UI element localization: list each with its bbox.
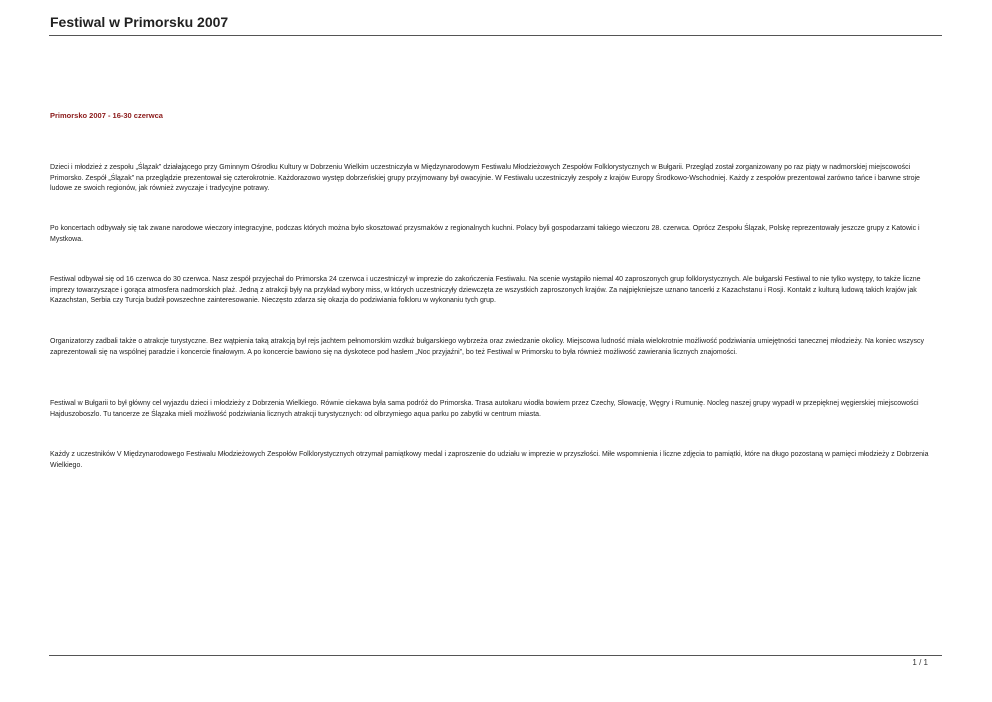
page-footer [49, 655, 942, 667]
article-paragraph: Każdy z uczestników V Międzynarodowego Festiwalu Młodzieżowych Zespołów Folklorystycznych otrzymał pamiątkowy medal i zaproszenie do udziału w imprezie w przyszłości. Miłe wspomnienia i liczne zdjęcia to pamiątki, które na długo pozostaną w pamięci młodzieży z Dobrzenia Wielkiego. [50, 451, 929, 469]
page-title: Festiwal w Primorsku 2007 [50, 14, 229, 30]
article-paragraph: Po koncertach odbywały się tak zwane narodowe wieczory integracyjne, podczas których można było skosztować przysmaków z regionalnych kuchni. Polacy byli gospodarzami takiego wieczoru 28. czerwca. Oprócz Zespołu Ślązak, Polskę reprezentowały jeszcze grupy z Katowic i Mystkowa. [50, 225, 920, 243]
article-paragraph: Festiwal odbywał się od 16 czerwca do 30 czerwca. Nasz zespół przyjechał do Primorska 24 czerwca i uczestniczył w imprezie do zakończenia Festiwalu. Na scenie wystąpiło niemal 40 zaproszonych grup folklorystycznych. Ale bułgarski Festiwal to nie tylko występy, to także liczne imprezy towarzyszące i gorąca atmosfera nadmorskich plaż. Jedną z atrakcji były na przykład wybory miss, w których uczestniczyły dziewczęta ze wszystkich zaproszonych krajów. Za najpiękniejsze uznano tancerki z Kazachstanu i Rosji. Kontakt z kulturą ludową takich krajów jak Kazachstan, Serbia czy Turcja budził powszechne zainteresowanie. Nieczęsto zdarza się okazja do podziwiania folkloru w wykonaniu tych grup. [50, 276, 921, 305]
article-paragraph: Festiwal w Bułgarii to był główny cel wyjazdu dzieci i młodzieży z Dobrzenia Wielkiego. Równie ciekawa była sama podróż do Primorska. Trasa autokaru wiodła bowiem przez Czechy, Słowację, Węgry i Rumunię. Nocleg naszej grupy wypadł w przepięknej węgierskiej miejscowości Hajduszoboszlo. Tu tancerze ze Ślązaka mieli możliwość podziwiania licznych atrakcji turystycznych: od olbrzymiego aqua parku po zabytki w centrum miasta. [50, 400, 919, 418]
article-paragraph: Organizatorzy zadbali także o atrakcje turystyczne. Bez wątpienia taką atrakcją był rejs jachtem pełnomorskim wzdłuż bułgarskiego wybrzeża oraz zwiedzanie okolicy. Miejscowa ludność miała wielokrotnie możliwość podziwiania umiejętności tanecznej młodzieży. Na koniec wszyscy zaprezentowali się na wspólnej paradzie i koncercie finałowym. A po koncercie bawiono się na dyskotece pod hasłem „Noc przyjaźni”, bo też Festiwal w Primorsku to była również możliwość zawierania licznych znajomości. [50, 338, 924, 356]
article-subtitle: Primorsko 2007 - 16-30 czerwca [50, 111, 163, 120]
page-number: 1 / 1 [912, 658, 928, 667]
page-header [49, 13, 942, 36]
article-paragraph: Dzieci i młodzież z zespołu „Ślązak” działającego przy Gminnym Ośrodku Kultury w Dobrzeniu Wielkim uczestniczyła w Międzynarodowym Festiwalu Młodzieżowych Zespołów Folklorystycznych w Bułgarii. Przegląd został zorganizowany po raz piąty w nadmorskiej miejscowości Primorsko. Zespół „Ślązak” na przeglądzie prezentował się czterokrotnie. Każdorazowo występ dobrzeńskiej grupy przyjmowany był owacyjnie. W Festiwalu uczestniczyły zespoły z krajów Europy Środkowo-Wschodniej. Każdy z zespołów prezentował zarówno tańce i barwne stroje ludowe ze swoich regionów, jak również zwyczaje i tradycyjne potrawy. [50, 164, 920, 193]
